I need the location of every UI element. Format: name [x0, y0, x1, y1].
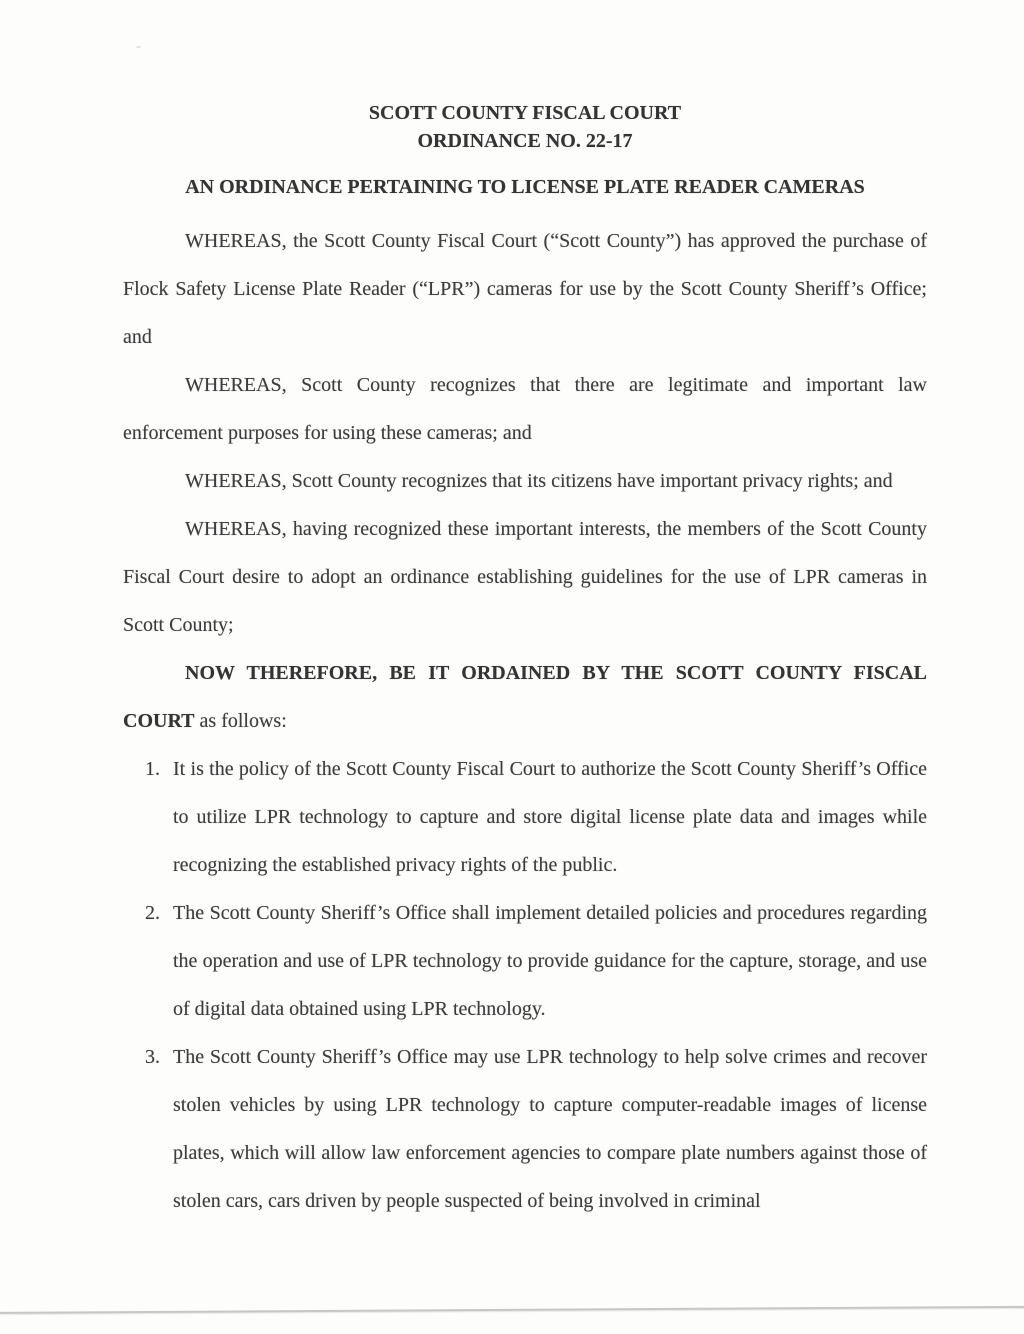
ordinance-item-2 [123, 889, 927, 1033]
page-edge-scan-line [0, 1306, 1024, 1314]
whereas-clause-1: WHEREAS, the Scott County Fiscal Court (“Scott County”) has approved the purchase of Flock Safety License Plate Reader (“LPR”) cameras for use by the Scott County Sheriff’s Office; and [123, 230, 927, 348]
document-header [123, 99, 927, 155]
enactment-clause-bold: NOW THEREFORE, BE IT ORDAINED BY THE SCOTT COUNTY FISCAL COURT [123, 662, 927, 732]
item-number: 1. [145, 758, 160, 780]
ordinance-number-line: ORDINANCE NO. 22-17 [417, 130, 633, 152]
item-text: The Scott County Sheriff’s Office shall implement detailed policies and procedures regarding the operation and use of LPR technology to provide guidance for the capture, storage, and use of digital data obtained using LPR technology. [173, 902, 927, 1020]
whereas-clause-4: WHEREAS, having recognized these important interests, the members of the Scott County Fiscal Court desire to adopt an ordinance establishing guidelines for the use of LPR cameras in Scott County; [123, 518, 927, 636]
court-name-line: SCOTT COUNTY FISCAL COURT [368, 102, 682, 124]
ordinance-item-3 [123, 1033, 927, 1225]
ordinance-items-list [123, 745, 927, 1225]
item-number: 3. [145, 1046, 160, 1068]
item-number: 2. [145, 902, 160, 924]
enactment-clause-rest: as follows: [194, 710, 287, 732]
item-text: The Scott County Sheriff’s Office may use LPR technology to help solve crimes and recover stolen vehicles by using LPR technology to capture computer-readable images of license plates, which will allow law enforcement agencies to compare plate numbers against those of stolen cars, cars driven by people suspected of being involved in criminal [173, 1046, 927, 1212]
enactment-clause [123, 649, 927, 745]
ordinance-title: AN ORDINANCE PERTAINING TO LICENSE PLATE READER CAMERAS [185, 176, 865, 198]
item-text: It is the policy of the Scott County Fiscal Court to authorize the Scott County Sheriff’s Office to utilize LPR technology to capture and store digital license plate data and images while recognizing the established privacy rights of the public. [173, 758, 927, 876]
whereas-clause-2: WHEREAS, Scott County recognizes that there are legitimate and important law enforcement purposes for using these cameras; and [123, 374, 927, 444]
scan-speck-artifact [136, 46, 141, 48]
whereas-clause-3: WHEREAS, Scott County recognizes that its citizens have important privacy rights; and [185, 470, 893, 492]
ordinance-item-1 [123, 745, 927, 889]
